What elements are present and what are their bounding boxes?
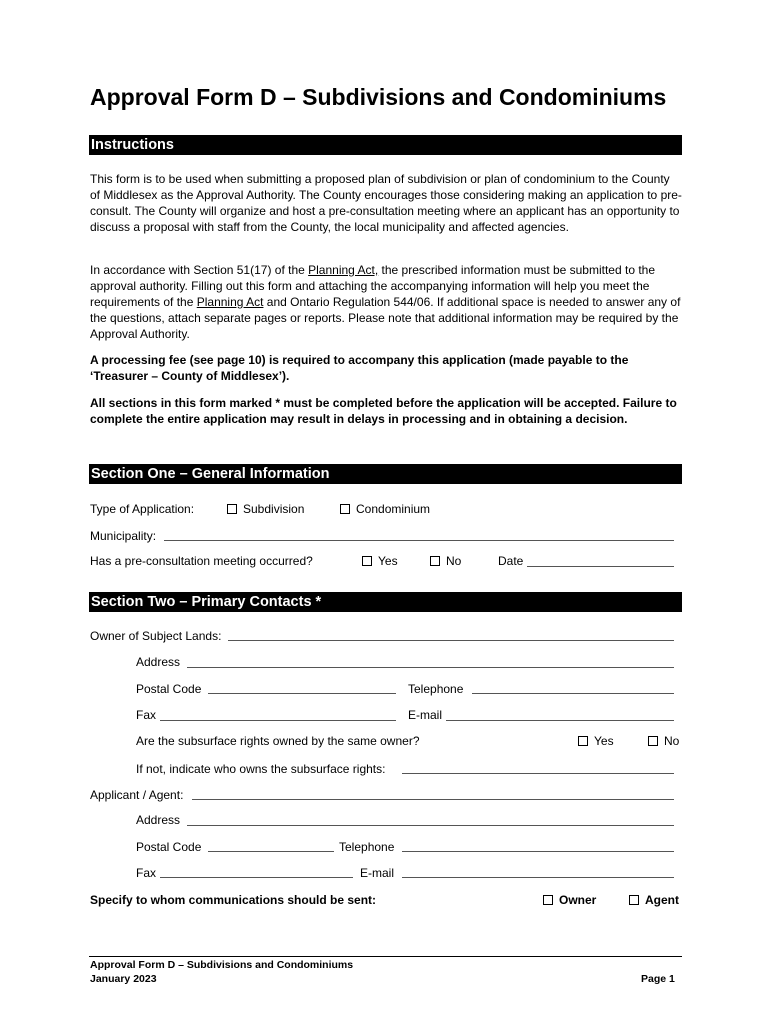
applicant-fax-field[interactable] [160,877,353,878]
section-two-header: Section Two – Primary Contacts * [89,592,682,612]
municipality-label: Municipality: [90,529,157,543]
applicant-postal-code-field[interactable] [208,851,334,852]
preconsult-yes-checkbox[interactable] [362,554,398,568]
page-title: Approval Form D – Subdivisions and Condominiums [90,84,667,110]
checkbox-icon [648,736,658,746]
type-of-application-label: Type of Application: [90,502,195,516]
applicant-email-label: E-mail [360,866,395,880]
planning-act-link[interactable]: Planning Act, [308,263,379,277]
owner-telephone-label: Telephone [408,682,464,696]
owner-email-field[interactable] [446,720,674,721]
owner-postal-code-label: Postal Code [136,682,202,696]
yes-label: Yes [594,734,614,748]
owner-postal-code-field[interactable] [208,693,396,694]
communications-owner-checkbox[interactable] [543,893,596,907]
condominium-checkbox[interactable] [340,502,430,516]
applicant-label: Applicant / Agent: [90,788,184,802]
subsurface-owner-label: If not, indicate who owns the subsurface rights: [136,762,386,776]
no-label: No [664,734,680,748]
applicant-postal-code-label: Postal Code [136,840,202,854]
required-sections-note: All sections in this form marked * must be completed before the application will be accepted. Failure to complete the entire application may result in delays in processing and in obtaining a decision. [90,396,677,426]
owner-address-field[interactable] [187,667,674,668]
footer-date: January 2023 [90,973,157,985]
applicant-address-label: Address [136,813,181,827]
applicant-telephone-field[interactable] [402,851,674,852]
date-field[interactable] [527,566,674,567]
applicant-field[interactable] [192,799,674,800]
subsurface-owner-field[interactable] [402,773,674,774]
agent-option-label: Agent [645,893,679,907]
owner-fax-label: Fax [136,708,157,722]
owner-label: Owner of Subject Lands: [90,629,222,643]
municipality-field[interactable] [164,540,674,541]
processing-fee-note: A processing fee (see page 10) is required to accompany this application (made payable to the ‘Treasurer – County of Middlesex’). [90,353,629,383]
checkbox-icon [578,736,588,746]
checkbox-icon [430,556,440,566]
communications-label: Specify to whom communications should be sent: [90,893,377,907]
subdivision-label: Subdivision [243,502,305,516]
checkbox-icon [362,556,372,566]
owner-address-label: Address [136,655,181,669]
instructions-header: Instructions [89,135,682,155]
checkbox-icon [227,504,237,514]
applicant-email-field[interactable] [402,877,674,878]
page-number: Page 1 [641,973,675,985]
p2-text-a: In accordance with Section 51(17) of the [90,263,309,277]
applicant-telephone-label: Telephone [339,840,395,854]
preconsultation-label: Has a pre-consultation meeting occurred? [90,554,313,568]
footer-divider [89,956,682,957]
planning-act-link-2[interactable]: Planning Act [196,295,264,309]
checkbox-icon [629,895,639,905]
instructions-paragraph-2 [90,262,682,342]
p2-text-c: and Ontario Regulation 544/06. If additional space is needed to answer any of the questions, attach separate pages or reports. Please note that additional information may be required by the Approval Authority. [90,295,681,341]
yes-label: Yes [378,554,398,568]
subdivision-checkbox[interactable] [227,502,304,516]
subsurface-yes-checkbox[interactable] [578,734,614,748]
condominium-label: Condominium [356,502,431,516]
subsurface-question: Are the subsurface rights owned by the same owner? [136,734,420,748]
subsurface-no-checkbox[interactable] [648,734,679,748]
applicant-fax-label: Fax [136,866,157,880]
checkbox-icon [543,895,553,905]
owner-field[interactable] [228,640,674,641]
applicant-address-field[interactable] [187,825,674,826]
footer-title: Approval Form D – Subdivisions and Condominiums [90,959,354,971]
preconsult-no-checkbox[interactable] [430,554,461,568]
owner-fax-field[interactable] [160,720,396,721]
date-label: Date [498,554,524,568]
checkbox-icon [340,504,350,514]
owner-telephone-field[interactable] [472,693,674,694]
communications-agent-checkbox[interactable] [629,893,679,907]
p2-text-b: the prescribed information must be submitted to the approval authority. Filling out this form and attaching the accompanying information will help you meet the requirements of the [90,263,656,309]
no-label: No [446,554,462,568]
section-one-header: Section One – General Information [89,464,682,484]
owner-option-label: Owner [559,893,597,907]
instructions-paragraph-1: This form is to be used when submitting a proposed plan of subdivision or plan of condominium to the County of Middlesex as the Approval Authority. The County encourages those considering making an application to pre-consult. The County will organize and host a pre-consultation meeting where an applicant has an opportunity to discuss a proposal with staff from the County, the local municipality and affected agencies. [90,172,682,234]
owner-email-label: E-mail [408,708,443,722]
